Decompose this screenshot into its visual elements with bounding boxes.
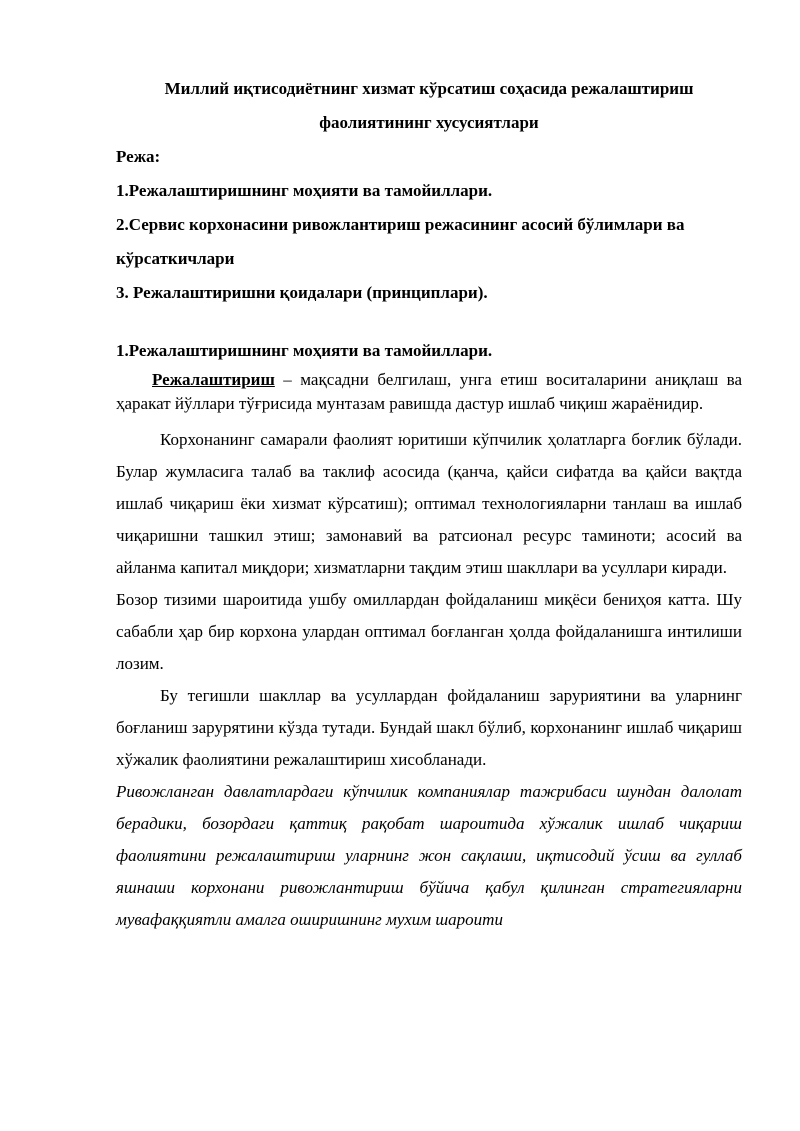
definition-paragraph <box>116 368 742 416</box>
plan-item-2: 2.Сервис корхонасини ривожлантириш режасининг асосий бўлимлари ва кўрсаткичлари <box>116 215 685 268</box>
body-paragraph-3: Бу тегишли шакллар ва усуллардан фойдаланиш заруриятини ва уларнинг боғланиш зарурятини кўзда тутади. Бундай шакл бўлиб, корхонанинг ишлаб чиқариш хўжалик фаолиятини режалаштириш хисобланади. <box>116 686 742 769</box>
title-line-1: Миллий иқтисодиётнинг хизмат кўрсатиш соҳасида режалаштириш <box>164 79 694 98</box>
definition-term: Режалаштириш <box>152 370 275 389</box>
document-title <box>116 72 742 140</box>
body-paragraph-1: Корхонанинг самарали фаолият юритиши кўпчилик ҳолатларга боғлик бўлади. Булар жумласига талаб ва таклиф асосида (қанча, қайси сифатда ва қайси вақтда ишлаб чиқариш ёки хизмат кўрсатиш); оптимал технологияларни танлаш ва ишлаб чиқаришни ташкил этиш; замонавий ва ратсионал ресурс таминоти; асосий ва айланма капитал миқдори; хизматларни тақдим этиш шакллари ва усуллари киради. <box>116 430 742 577</box>
plan-heading: Режа: <box>116 147 161 166</box>
document-body <box>116 72 742 936</box>
plan-item-3: 3. Режалаштиришни қоидалари (принциплари). <box>116 283 488 302</box>
body-paragraph-2: Бозор тизими шароитида ушбу омиллардан фойдаланиш миқёси бениҳоя катта. Шу сабабли ҳар бир корхона улардан оптимал боғланган ҳолда фойдаланишга интилиши лозим. <box>116 590 742 673</box>
definition-text: – мақсадни белгилаш, унга етиш воситаларини аниқлаш ва ҳаракат йўллари тўғрисида мунтазам равишда дастур ишлаб чиқиш жараёнидир. <box>116 370 742 413</box>
plan-item-1: 1.Режалаштиришнинг моҳияти ва тамойиллари. <box>116 181 493 200</box>
title-line-2: фаолиятининг хусусиятлари <box>319 113 539 132</box>
body-paragraph-4: Ривожланган давлатлардаги кўпчилик компаниялар тажрибаси шундан далолат берадики, бозордаги қаттиқ рақобат шароитида хўжалик ишлаб чиқариш фаолиятини режалаштириш уларнинг жон сақлаши, иқтисодий ўсиш ва гуллаб яшнаши корхонани ривожлантириш бўйича қабул қилинган стратегияларни мувафаққиятли амалга оширишнинг мухим шароити <box>116 782 742 929</box>
section-1-heading: 1.Режалаштиришнинг моҳияти ва тамойиллари. <box>116 341 493 360</box>
